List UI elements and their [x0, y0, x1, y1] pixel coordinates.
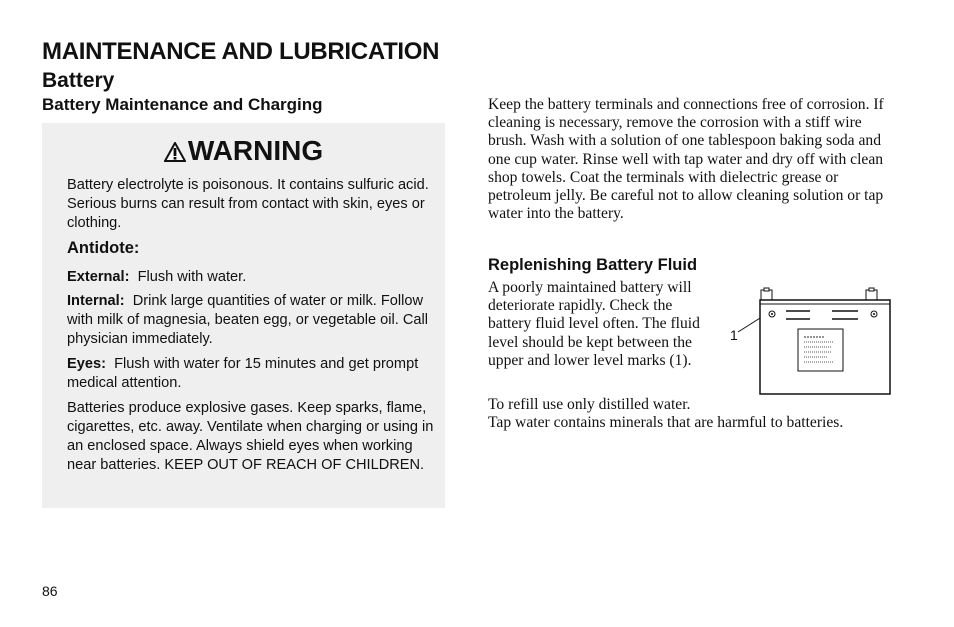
eyes-instruction [67, 355, 437, 393]
battery-illustration [728, 284, 898, 399]
section-heading: Battery [42, 69, 115, 92]
external-label: External: [67, 269, 130, 285]
warning-title-text: WARNING [187, 135, 324, 166]
warning-box [42, 123, 445, 508]
terminals-paragraph: Keep the battery terminals and connections free of corrosion. If cleaning is necessary, remove the corrosion with a stiff wire brush. Wash with a solution of one tablespoon baking soda and one cup water. Rinse well with tap water and dry off with clean shop towels. Coat the terminals with dielectric grease or petroleum jelly. Be careful not to allow cleaning solution or tap water into the battery. [488, 96, 884, 223]
internal-text: Drink large quantities of water or milk. Follow with milk of magnesia, beaten egg, or vegetable oil. Call physician immediately. [67, 293, 428, 347]
internal-label: Internal: [67, 293, 125, 309]
eyes-label: Eyes: [67, 356, 106, 372]
warning-title [42, 135, 445, 167]
fluid-paragraph: A poorly maintained battery will deteriorate rapidly. Check the battery fluid level often. The fluid level should be kept between the upper and lower level marks (1). [488, 279, 700, 369]
external-text: Flush with water. [137, 269, 247, 285]
page-title: MAINTENANCE AND LUBRICATION [42, 38, 440, 65]
callout-number: 1 [730, 327, 738, 343]
subsection-heading: Battery Maintenance and Charging [42, 95, 323, 114]
warning-triangle-icon [164, 142, 186, 162]
fluid-heading: Replenishing Battery Fluid [488, 256, 698, 274]
internal-instruction [67, 292, 437, 349]
refill-line: To refill use only distilled water. [488, 396, 691, 413]
external-instruction [67, 268, 437, 287]
battery-diagram [728, 284, 898, 399]
tap-water-paragraph: Tap water contains minerals that are harmful to batteries. [488, 414, 844, 431]
page-number: 86 [42, 583, 58, 599]
warning-intro: Battery electrolyte is poisonous. It contains sulfuric acid. Serious burns can result from contact with skin, eyes or clothing. [67, 177, 429, 231]
eyes-text: Flush with water for 15 minutes and get prompt medical attention. [67, 356, 419, 391]
explosive-gases-warning: Batteries produce explosive gases. Keep sparks, flame, cigarettes, etc. away. Ventilate when charging or using in an enclosed space. Always shield eyes when working near batteries. KEEP OUT OF REACH OF CHILDREN. [67, 400, 434, 473]
antidote-heading: Antidote: [67, 239, 140, 257]
